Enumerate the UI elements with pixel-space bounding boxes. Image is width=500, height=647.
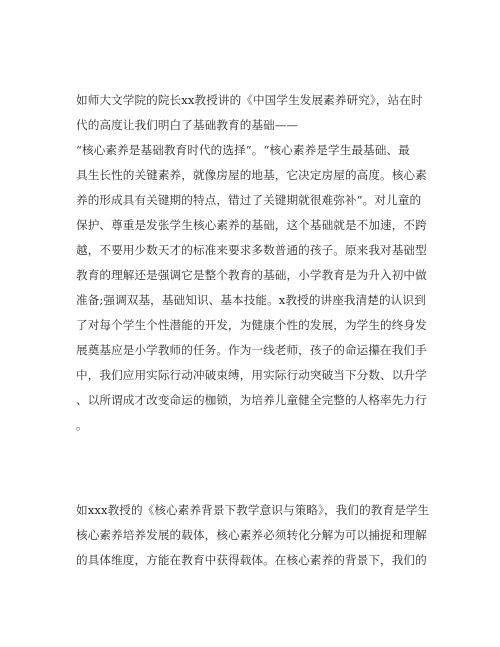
text-line: 的具体维度，方能在教育中获得载体。在核心素养的背景下，我们的 bbox=[76, 553, 427, 567]
text-line: 中，我们应用实际行动冲破束缚，用实际行动突破当下分数、以升学 bbox=[76, 368, 427, 382]
text-line: 了对每个学生个性潜能的开发，为健康个性的发展，为学生的终身发 bbox=[76, 318, 427, 332]
text-line: “核心素养是基础教育时代的选择”。“核心素养是学生最基础、最 bbox=[76, 143, 410, 157]
text-line: 、以所谓成才改变命运的枷锁，为培养儿童健全完整的人格率先力行 bbox=[76, 393, 427, 407]
paragraph-core-literacy-lecture bbox=[76, 88, 431, 438]
text-line: 如xxx教授的《核心素养背景下教学意识与策略》，我们的教育是学生 bbox=[76, 503, 430, 517]
text-line: 教育的理解还是强调它是整个教育的基础，小学教育是为升入初中做 bbox=[76, 268, 427, 282]
text-line: 养的形成具有关键期的特点，错过了关键期就很难弥补”。对儿童的 bbox=[76, 193, 422, 207]
text-line: 准备;强调双基，基础知识、基本技能。x教授的讲座我清楚的认识到 bbox=[76, 293, 426, 307]
text-line: 展奠基应是小学教师的任务。作为一线老师，孩子的命运攥在我们手 bbox=[76, 343, 427, 357]
text-line: 具生长性的关键素养，就像房屋的地基，它决定房屋的高度。核心素 bbox=[76, 168, 427, 182]
text-line: 越，不要用少数天才的标准来要求多数普通的孩子。原来我对基础型 bbox=[76, 243, 427, 257]
text-line: 核心素养培养发展的载体，核心素养必须转化分解为可以捕捉和理解 bbox=[76, 528, 427, 542]
text-line: 。 bbox=[76, 418, 88, 432]
text-line: 如师大文学院的院长xx教授讲的《中国学生发展素养研究》，站在时 bbox=[76, 93, 423, 107]
text-line: 保护、尊重是发张学生核心素养的基础，这个基础就是不加速，不跨 bbox=[76, 218, 427, 232]
paragraph-teaching-strategy-lecture bbox=[76, 498, 431, 573]
text-line: 代的高度让我们明白了基础教育的基础—— bbox=[76, 118, 299, 132]
